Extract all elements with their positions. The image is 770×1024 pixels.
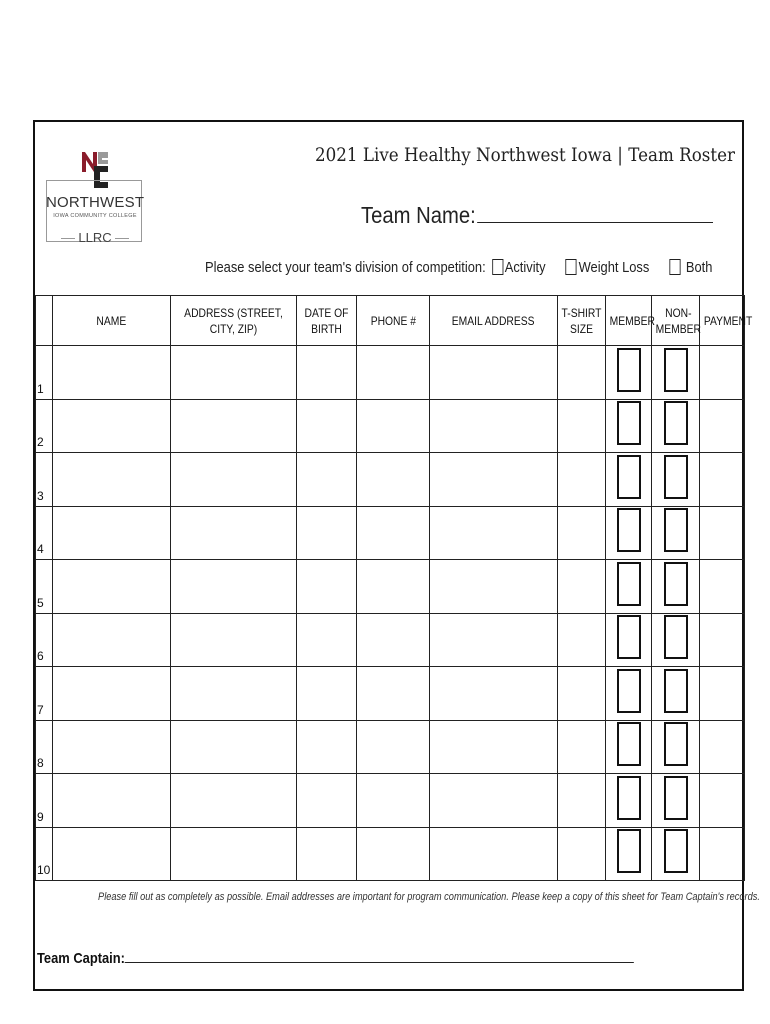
nonmember-checkbox[interactable] — [664, 722, 688, 766]
table-header-row — [36, 296, 745, 346]
address-cell[interactable] — [171, 506, 297, 560]
row-number: 10 — [36, 827, 53, 881]
dob-cell[interactable] — [297, 774, 357, 828]
email-cell[interactable] — [430, 827, 558, 881]
member-cell — [606, 827, 652, 881]
tshirt-cell[interactable] — [558, 399, 606, 453]
member-cell — [606, 453, 652, 507]
address-cell[interactable] — [171, 399, 297, 453]
member-cell — [606, 774, 652, 828]
phone-cell[interactable] — [357, 506, 430, 560]
row-number: 2 — [36, 399, 53, 453]
table-row — [36, 720, 745, 774]
table-row — [36, 560, 745, 614]
address-cell[interactable] — [171, 720, 297, 774]
col-member-header: MEMBER — [606, 296, 652, 346]
email-cell[interactable] — [430, 346, 558, 400]
name-cell[interactable] — [53, 560, 171, 614]
logo-subtitle: IOWA COMMUNITY COLLEGE — [53, 213, 137, 219]
email-cell[interactable] — [430, 506, 558, 560]
nonmember-cell — [652, 399, 700, 453]
nonmember-cell — [652, 453, 700, 507]
col-email-header: EMAIL ADDRESS — [430, 296, 558, 346]
college-logo — [46, 150, 144, 250]
dob-cell[interactable] — [297, 827, 357, 881]
name-cell[interactable] — [53, 346, 171, 400]
col-nonmember-header: NON-MEMBER — [652, 296, 700, 346]
tshirt-cell[interactable] — [558, 774, 606, 828]
email-cell[interactable] — [430, 774, 558, 828]
row-number: 9 — [36, 774, 53, 828]
email-cell[interactable] — [430, 399, 558, 453]
nonmember-cell — [652, 827, 700, 881]
nonmember-cell — [652, 613, 700, 667]
nonmember-checkbox[interactable] — [664, 562, 688, 606]
phone-cell[interactable] — [357, 667, 430, 721]
name-cell[interactable] — [53, 613, 171, 667]
payment-cell[interactable] — [700, 774, 745, 828]
dob-cell[interactable] — [297, 453, 357, 507]
activity-label: Activity — [504, 259, 546, 276]
member-checkbox[interactable] — [617, 401, 641, 445]
table-row — [36, 827, 745, 881]
team-name-label: Team Name: — [361, 202, 476, 228]
nonmember-checkbox[interactable] — [664, 401, 688, 445]
nonmember-checkbox[interactable] — [664, 829, 688, 873]
col-address-header: ADDRESS (STREET, CITY, ZIP) — [171, 296, 297, 346]
member-cell — [606, 346, 652, 400]
phone-cell[interactable] — [357, 560, 430, 614]
dob-cell[interactable] — [297, 613, 357, 667]
activity-checkbox[interactable] — [492, 259, 503, 275]
payment-cell[interactable] — [700, 720, 745, 774]
row-number: 4 — [36, 506, 53, 560]
name-cell[interactable] — [53, 827, 171, 881]
name-cell[interactable] — [53, 720, 171, 774]
email-cell[interactable] — [430, 560, 558, 614]
member-checkbox[interactable] — [617, 776, 641, 820]
col-payment-header: PAYMENT — [700, 296, 745, 346]
team-captain-field[interactable] — [37, 948, 634, 967]
member-checkbox[interactable] — [617, 722, 641, 766]
team-name-field[interactable] — [361, 202, 713, 229]
team-captain-line[interactable] — [125, 948, 634, 963]
nonmember-cell — [652, 720, 700, 774]
member-cell — [606, 667, 652, 721]
address-cell[interactable] — [171, 560, 297, 614]
col-name-header: NAME — [53, 296, 171, 346]
member-cell — [606, 720, 652, 774]
nonmember-cell — [652, 774, 700, 828]
col-phone-header: PHONE # — [357, 296, 430, 346]
tshirt-cell[interactable] — [558, 827, 606, 881]
payment-cell[interactable] — [700, 613, 745, 667]
tshirt-cell[interactable] — [558, 453, 606, 507]
member-cell — [606, 399, 652, 453]
dob-cell[interactable] — [297, 560, 357, 614]
address-cell[interactable] — [171, 346, 297, 400]
member-checkbox[interactable] — [617, 455, 641, 499]
row-number: 7 — [36, 667, 53, 721]
row-number: 5 — [36, 560, 53, 614]
nonmember-checkbox[interactable] — [664, 776, 688, 820]
row-number: 6 — [36, 613, 53, 667]
payment-cell[interactable] — [700, 667, 745, 721]
name-cell[interactable] — [53, 506, 171, 560]
address-cell[interactable] — [171, 453, 297, 507]
tshirt-cell[interactable] — [558, 613, 606, 667]
member-cell — [606, 560, 652, 614]
division-selector — [205, 259, 712, 276]
member-checkbox[interactable] — [617, 508, 641, 552]
phone-cell[interactable] — [357, 613, 430, 667]
tshirt-cell[interactable] — [558, 346, 606, 400]
col-dob-header: DATE OF BIRTH — [297, 296, 357, 346]
phone-cell[interactable] — [357, 827, 430, 881]
member-checkbox[interactable] — [617, 829, 641, 873]
table-row — [36, 346, 745, 400]
nonmember-cell — [652, 560, 700, 614]
nonmember-checkbox[interactable] — [664, 455, 688, 499]
phone-cell[interactable] — [357, 720, 430, 774]
row-number: 8 — [36, 720, 53, 774]
member-checkbox[interactable] — [617, 562, 641, 606]
dob-cell[interactable] — [297, 346, 357, 400]
address-cell[interactable] — [171, 827, 297, 881]
footer-note: Please fill out as completely as possible. Email addresses are important for program communication. Please keep a copy of this sheet for Team Captain's records. — [98, 891, 760, 903]
name-cell[interactable] — [53, 774, 171, 828]
name-cell[interactable] — [53, 667, 171, 721]
both-checkbox[interactable] — [669, 259, 680, 275]
roster-header — [35, 122, 742, 295]
payment-cell[interactable] — [700, 560, 745, 614]
weight-loss-checkbox[interactable] — [566, 259, 577, 275]
email-cell[interactable] — [430, 453, 558, 507]
nonmember-checkbox[interactable] — [664, 615, 688, 659]
member-checkbox[interactable] — [617, 348, 641, 392]
table-row — [36, 667, 745, 721]
member-cell — [606, 506, 652, 560]
logo-name: NORTHWEST — [46, 194, 145, 211]
address-cell[interactable] — [171, 667, 297, 721]
phone-cell[interactable] — [357, 399, 430, 453]
nonmember-cell — [652, 667, 700, 721]
email-cell[interactable] — [430, 613, 558, 667]
payment-cell[interactable] — [700, 506, 745, 560]
dob-cell[interactable] — [297, 399, 357, 453]
team-captain-label: Team Captain: — [37, 950, 125, 967]
dob-cell[interactable] — [297, 720, 357, 774]
tshirt-cell[interactable] — [558, 667, 606, 721]
tshirt-cell[interactable] — [558, 560, 606, 614]
member-checkbox[interactable] — [617, 669, 641, 713]
dob-cell[interactable] — [297, 506, 357, 560]
nonmember-cell — [652, 506, 700, 560]
roster-sheet — [33, 120, 760, 991]
payment-cell[interactable] — [700, 346, 745, 400]
table-row — [36, 399, 745, 453]
member-cell — [606, 613, 652, 667]
address-cell[interactable] — [171, 774, 297, 828]
member-checkbox[interactable] — [617, 615, 641, 659]
table-row — [36, 453, 745, 507]
division-prompt: Please select your team's division of competition: — [205, 259, 486, 276]
nonmember-checkbox[interactable] — [664, 669, 688, 713]
col-number-header — [36, 296, 53, 346]
phone-cell[interactable] — [357, 346, 430, 400]
roster-table — [35, 295, 753, 881]
email-cell[interactable] — [430, 720, 558, 774]
address-cell[interactable] — [171, 613, 297, 667]
payment-cell[interactable] — [700, 399, 745, 453]
phone-cell[interactable] — [357, 453, 430, 507]
name-cell[interactable] — [53, 399, 171, 453]
payment-cell[interactable] — [700, 453, 745, 507]
logo-unit: LLRC — [46, 230, 144, 245]
team-name-line[interactable] — [477, 202, 713, 223]
table-row — [36, 613, 745, 667]
table-row — [36, 506, 745, 560]
name-cell[interactable] — [53, 453, 171, 507]
tshirt-cell[interactable] — [558, 720, 606, 774]
payment-cell[interactable] — [700, 827, 745, 881]
roster-body — [36, 346, 745, 881]
row-number: 1 — [36, 346, 53, 400]
nonmember-cell — [652, 346, 700, 400]
page-title: 2021 Live Healthy Northwest Iowa | Team Roster — [315, 144, 735, 166]
dob-cell[interactable] — [297, 667, 357, 721]
table-row — [36, 774, 745, 828]
both-label: Both — [685, 259, 713, 276]
weight-loss-label: Weight Loss — [578, 259, 650, 276]
nonmember-checkbox[interactable] — [664, 508, 688, 552]
tshirt-cell[interactable] — [558, 506, 606, 560]
nonmember-checkbox[interactable] — [664, 348, 688, 392]
phone-cell[interactable] — [357, 774, 430, 828]
col-tshirt-header: T-SHIRT SIZE — [558, 296, 606, 346]
email-cell[interactable] — [430, 667, 558, 721]
row-number: 3 — [36, 453, 53, 507]
